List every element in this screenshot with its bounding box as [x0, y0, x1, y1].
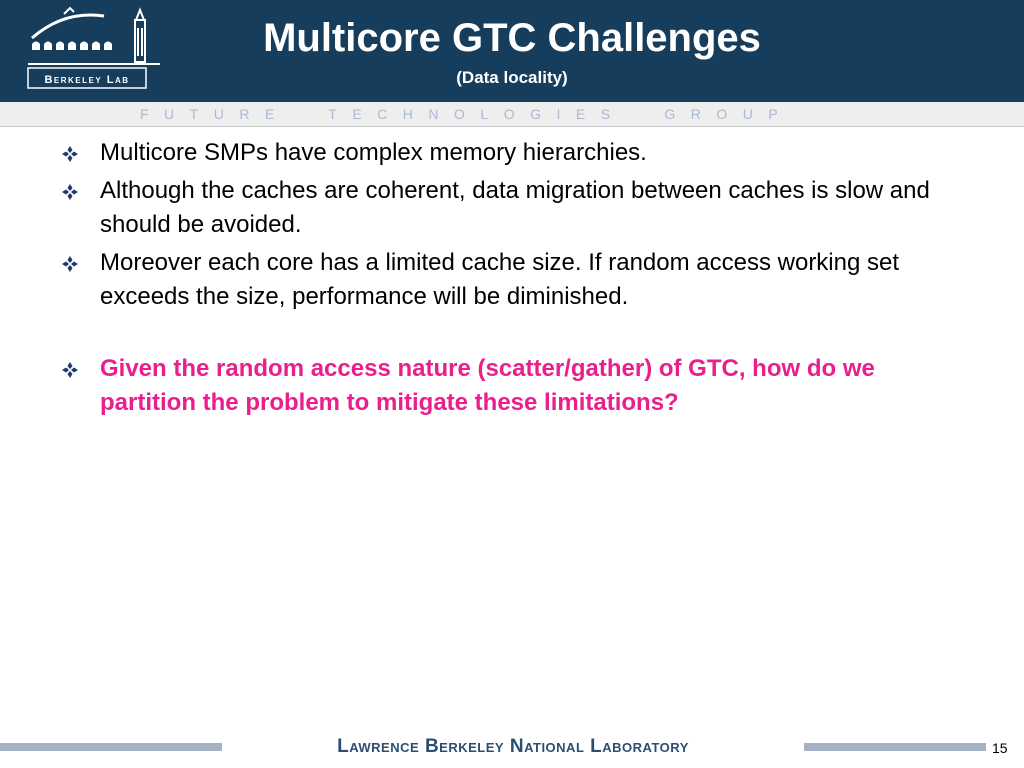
group-banner-text: FUTURE TECHNOLOGIES GROUP [140, 106, 794, 122]
bullet-item [60, 174, 970, 242]
highlight-bullet-item [60, 352, 970, 420]
diamond-cluster-icon [62, 146, 78, 162]
page-number: 15 [992, 740, 1008, 756]
svg-text:Berkeley Lab: Berkeley Lab [44, 74, 130, 86]
bullet-item [60, 246, 970, 314]
diamond-cluster-icon [62, 362, 78, 378]
footer-rule-left [0, 743, 222, 751]
slide-content [60, 136, 970, 424]
bullet-text: Multicore SMPs have complex memory hierarchies. [100, 139, 647, 166]
slide-title: Multicore GTC Challenges [263, 16, 761, 60]
bullet-text: Moreover each core has a limited cache size. If random access working set exceeds the size, performance will be diminished. [100, 249, 900, 310]
footer-lab-name: Lawrence Berkeley National Laboratory [337, 736, 689, 757]
diamond-cluster-icon [62, 256, 78, 272]
group-banner [0, 102, 1024, 127]
header-bar [0, 0, 1024, 102]
bullet-text: Although the caches are coherent, data migration between caches is slow and should be avoided. [100, 177, 930, 238]
highlight-bullet-text: Given the random access nature (scatter/gather) of GTC, how do we partition the problem to mitigate these limitations? [100, 355, 875, 416]
footer-rule-right [804, 743, 986, 751]
diamond-cluster-icon [62, 184, 78, 200]
bullet-item [60, 136, 970, 170]
slide-subtitle: (Data locality) [456, 68, 568, 87]
